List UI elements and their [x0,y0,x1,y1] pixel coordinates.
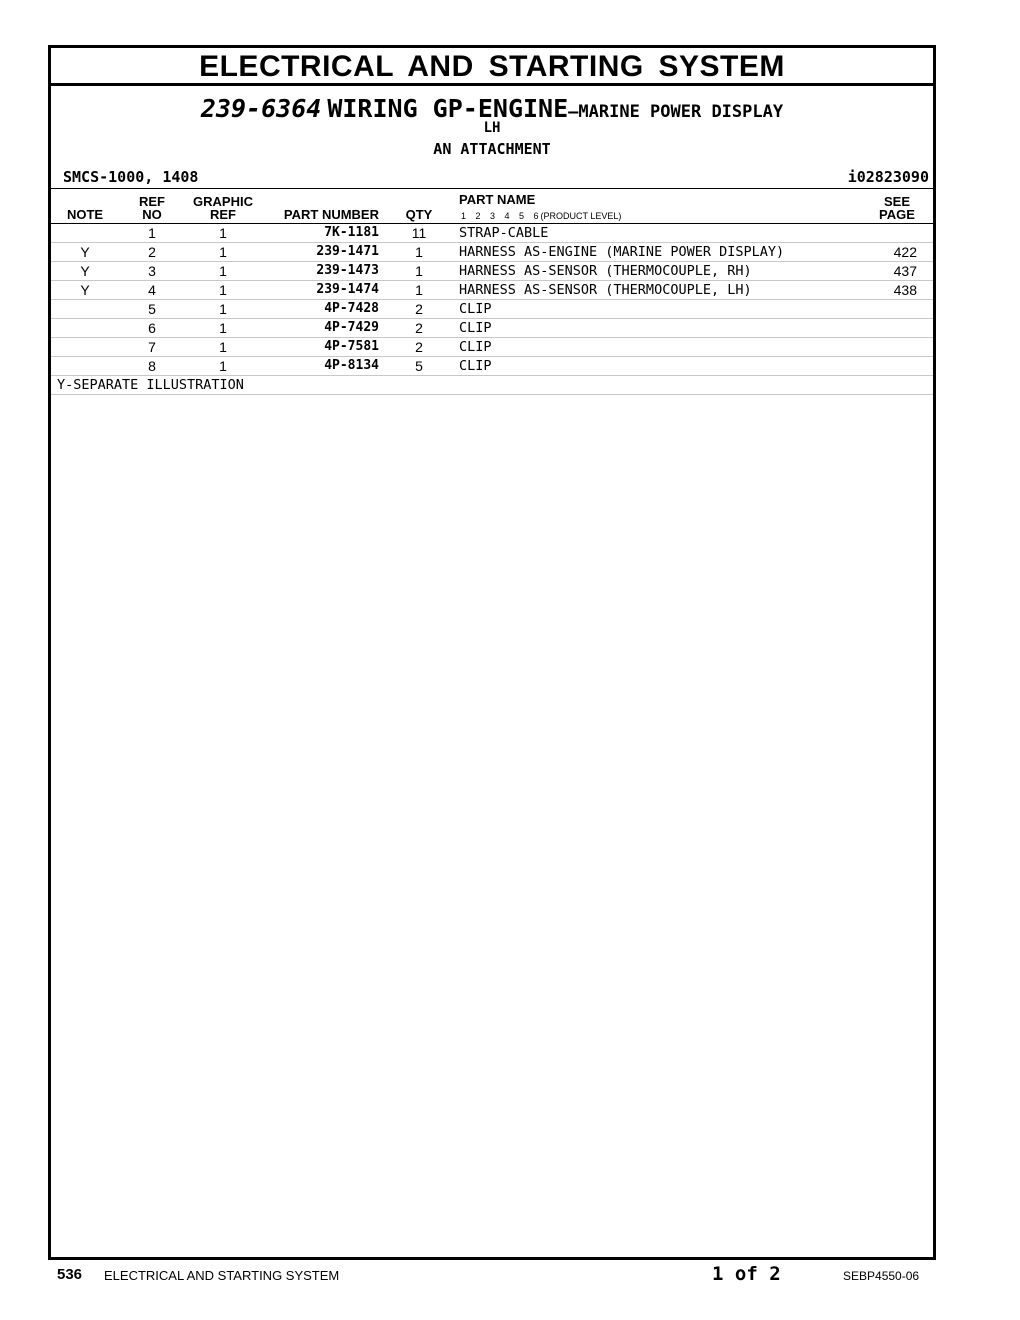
group-title-block [51,94,933,158]
header-part-name: PART NAME [459,192,536,207]
group-line-2: LH [483,120,501,136]
qty-cell: 1 [415,282,423,298]
ref-no-cell: 1 [148,225,156,241]
qty-cell: 2 [415,301,423,317]
footer-doc-id: SEBP4550-06 [843,1269,920,1283]
table-row [51,338,933,357]
footer-section: ELECTRICAL AND STARTING SYSTEM [104,1268,340,1283]
graphic-ref-cell: 1 [219,320,227,336]
graphic-ref-cell: 1 [219,339,227,355]
graphic-ref-cell: 1 [219,263,227,279]
header-product-level: (PRODUCT LEVEL) [540,211,622,221]
ref-no-cell: 7 [148,339,156,355]
header-qty: QTY [405,207,433,222]
header-part-number: PART NUMBER [283,207,379,222]
part-name-cell: CLIP [459,301,492,317]
graphic-ref-cell: 1 [219,301,227,317]
header-product-levels [461,210,621,223]
part-name-cell: HARNESS AS-SENSOR (THERMOCOUPLE, LH) [459,282,752,298]
part-name-cell: HARNESS AS-SENSOR (THERMOCOUPLE, RH) [459,263,752,279]
part-number-cell: 239-1471 [316,244,379,259]
qty-cell: 1 [415,244,423,260]
smcs-code: SMCS-1000, 1408 [63,168,199,186]
part-name-cell: CLIP [459,358,492,374]
footer-page-count: 1 of 2 [712,1263,781,1285]
table-row [51,281,933,300]
header-see-page [867,195,927,221]
graphic-ref-cell: 1 [219,282,227,298]
qty-cell: 5 [415,358,423,374]
header-see-bottom: PAGE [879,207,915,222]
part-number-cell: 239-1473 [316,263,379,278]
footer-page-number: 536 [57,1266,83,1283]
part-number-cell: 4P-7428 [324,301,379,316]
see-page-cell: 438 [893,282,917,298]
part-name-cell: HARNESS AS-ENGINE (MARINE POWER DISPLAY) [459,244,785,260]
ref-no-cell: 8 [148,358,156,374]
part-name-cell: CLIP [459,320,492,336]
graphic-ref-cell: 1 [219,225,227,241]
ref-no-cell: 6 [148,320,156,336]
part-number-cell: 239-1474 [316,282,379,297]
ref-no-cell: 4 [148,282,156,298]
table-row [51,262,933,281]
see-page-cell: 422 [893,244,917,260]
group-subtitle: —MARINE POWER DISPLAY [568,102,784,122]
header-graphic-top: GRAPHIC [193,194,253,209]
note-cell: Y [80,282,90,298]
page-frame [48,45,936,1260]
section-title: ELECTRICAL AND STARTING SYSTEM [51,48,933,86]
part-name-cell: STRAP-CABLE [459,225,549,241]
graphic-ref-cell: 1 [219,358,227,374]
part-name-cell: CLIP [459,339,492,355]
table-row [51,300,933,319]
table-row [51,319,933,338]
group-part-number: 239-6364 [200,94,322,123]
see-page-cell: 437 [893,263,917,279]
header-ref-top: REF [139,194,165,209]
header-level-numbers: 1 2 3 4 5 6 [461,211,539,221]
header-note: NOTE [66,207,104,222]
table-row [51,243,933,262]
header-ref-bottom: NO [142,207,162,222]
part-number-cell: 4P-8134 [324,358,379,373]
qty-cell: 2 [415,320,423,336]
part-number-cell: 4P-7581 [324,339,379,354]
parts-table-header [51,188,933,224]
parts-table-body [51,224,933,376]
table-row [51,357,933,376]
group-line-3: AN ATTACHMENT [433,140,551,158]
note-cell: Y [80,263,90,279]
group-name: WIRING GP-ENGINE [327,94,569,123]
graphic-ref-cell: 1 [219,244,227,260]
ref-no-cell: 5 [148,301,156,317]
table-row [51,224,933,243]
smcs-row [51,164,933,188]
footnote: Y-SEPARATE ILLUSTRATION [51,376,933,395]
note-cell: Y [80,244,90,260]
header-see-top: SEE [883,194,910,209]
header-graphic-ref [191,195,255,221]
ref-no-cell: 2 [148,244,156,260]
header-graphic-bottom: REF [210,207,236,222]
qty-cell: 2 [415,339,423,355]
qty-cell: 1 [415,263,423,279]
qty-cell: 11 [411,225,427,241]
part-number-cell: 7K-1181 [324,225,379,240]
part-number-cell: 4P-7429 [324,320,379,335]
ref-no-cell: 3 [148,263,156,279]
illustration-id: i02823090 [847,168,929,186]
page-footer [0,1262,1020,1292]
header-ref-no [127,195,177,221]
